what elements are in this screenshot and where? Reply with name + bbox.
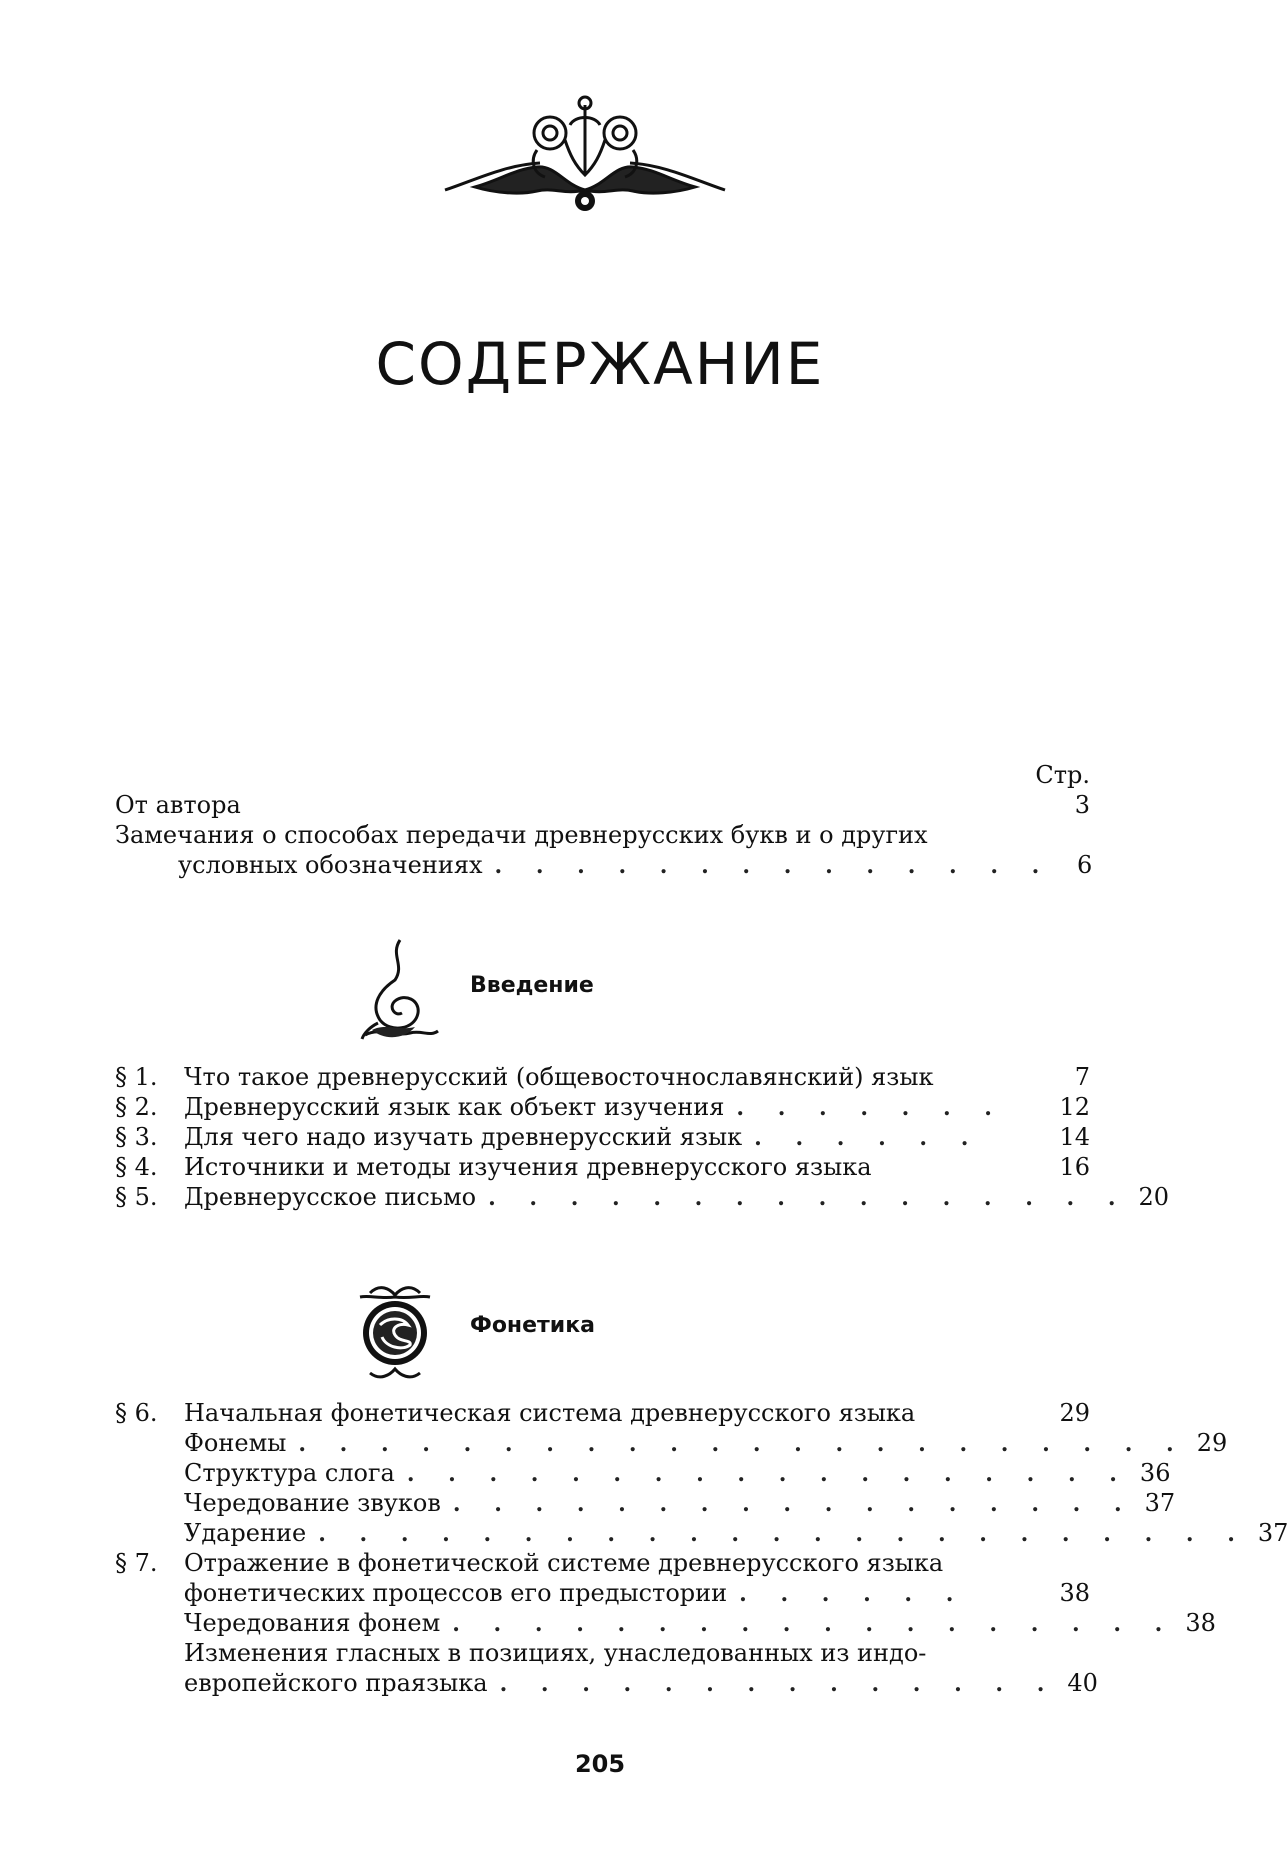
dot-leader: . . . . . . . . . . . . . . . . .: [452, 1491, 1135, 1517]
toc-entry-number: § 6.: [115, 1399, 158, 1427]
dot-leader: . . . . . .: [739, 1581, 967, 1607]
dot-leader: . . . . . . . . . . . . . . . . . .: [406, 1461, 1130, 1487]
toc-entry-title: Чередования фонем: [184, 1609, 441, 1637]
page-title: СОДЕРЖАНИЕ: [375, 330, 825, 398]
toc-entry-page: 37: [1144, 1489, 1176, 1517]
toc-entry-page: 16: [1059, 1153, 1090, 1181]
section-heading-introduction: [350, 935, 750, 1045]
toc-subentry[interactable]: [115, 1608, 1216, 1638]
toc-entry-title: Структура слога: [184, 1459, 395, 1487]
toc-front-matter: [115, 760, 1093, 880]
toc-subentry[interactable]: [115, 1488, 1176, 1518]
round-medallion-ornament-icon: [350, 1275, 440, 1385]
section-heading-phonetics: [350, 1275, 750, 1385]
toc-entry-page: 29: [1196, 1429, 1228, 1457]
floral-scroll-ornament-icon: [350, 935, 440, 1045]
toc-entry-title: От автора: [115, 791, 241, 819]
toc-entry-continuation[interactable]: [115, 1668, 1098, 1698]
dot-leader: . . . . . . . . . . . . . . . . . . . . . . .: [318, 1521, 1248, 1547]
toc-entry-title: Ударение: [184, 1519, 307, 1547]
dot-leader: . . . . . . . . . . . . . .: [494, 853, 1053, 879]
toc-entry-title: Чередование звуков: [184, 1489, 441, 1517]
toc-entry[interactable]: [115, 1548, 1090, 1578]
toc-entry-number: § 1.: [115, 1063, 158, 1091]
toc-entry-page: 14: [1059, 1123, 1090, 1151]
toc-header-row: [115, 760, 1090, 790]
toc-entry-title-continuation: условных обозначениях: [178, 851, 483, 879]
toc-entry-title: Древнерусский язык как объект изучения: [184, 1093, 725, 1121]
toc-entry-title: Отражение в фонетической системе древнерусского языка: [184, 1549, 944, 1577]
dot-leader: . . . . . . . . . . . . . .: [499, 1671, 1058, 1697]
dot-leader: . . . . . .: [754, 1125, 982, 1151]
toc-entry-page: 29: [1059, 1399, 1090, 1427]
toc-entry-title: Начальная фонетическая система древнерусского языка: [184, 1399, 916, 1427]
toc-entry-page: 7: [1074, 1063, 1090, 1091]
toc-entry-number: § 3.: [115, 1123, 158, 1151]
toc-entry-page: 40: [1067, 1669, 1098, 1697]
dot-leader: . . . . . . . . . . . . . . . . . .: [452, 1611, 1176, 1637]
toc-subentry[interactable]: [115, 1458, 1171, 1488]
toc-entry-page: 3: [1074, 791, 1090, 819]
toc-entry-title: Что такое древнерусский (общевосточнославянский) язык: [184, 1063, 934, 1091]
toc-entry-title-continuation: фонетических процессов его предыстории: [184, 1579, 728, 1607]
section-heading-label: Введение: [470, 973, 594, 998]
toc-entry[interactable]: [115, 820, 1090, 850]
toc-entry-number: § 2.: [115, 1093, 158, 1121]
toc-subentry[interactable]: [115, 1518, 1288, 1548]
toc-section-introduction: [115, 1062, 1170, 1212]
dot-leader: . . . . . . . . . . . . . . . . . . . . . .: [298, 1431, 1187, 1457]
toc-entry-number: § 7.: [115, 1549, 158, 1577]
toc-entry-title: Изменения гласных в позициях, унаследованных из индо-: [184, 1639, 927, 1667]
toc-entry-page: 6: [1077, 851, 1093, 879]
toc-subentry[interactable]: [115, 1638, 1090, 1668]
toc-entry-title-continuation: европейского праязыка: [184, 1669, 488, 1697]
page-number: 205: [574, 1750, 626, 1778]
toc-entry[interactable]: [115, 1062, 1090, 1092]
headpiece-ornament-icon: [445, 95, 725, 225]
toc-subentry[interactable]: [115, 1428, 1228, 1458]
toc-entry-continuation[interactable]: [115, 850, 1093, 880]
toc-entry-page: 20: [1138, 1183, 1170, 1211]
toc-entry[interactable]: [115, 1122, 1090, 1152]
dot-leader: . . . . . . . . . . . . . . . .: [488, 1185, 1129, 1211]
toc-entry-title: Древнерусское письмо: [184, 1183, 477, 1211]
toc-entry-continuation[interactable]: [115, 1578, 1090, 1608]
toc-entry-page: 38: [1059, 1579, 1090, 1607]
toc-entry-page: 36: [1139, 1459, 1171, 1487]
toc-entry-title: Источники и методы изучения древнерусского языка: [184, 1153, 872, 1181]
toc-entry-title: Для чего надо изучать древнерусский язык: [184, 1123, 743, 1151]
section-heading-label: Фонетика: [470, 1313, 595, 1338]
toc-entry-page: 37: [1257, 1519, 1288, 1547]
dot-leader: . . . . . . .: [736, 1095, 1005, 1121]
toc-section-phonetics: [115, 1398, 1288, 1698]
toc-entry-number: § 5.: [115, 1183, 158, 1211]
toc-entry-page: 12: [1059, 1093, 1090, 1121]
toc-entry-number: § 4.: [115, 1153, 158, 1181]
toc-entry-title: Фонемы: [184, 1429, 287, 1457]
toc-entry-page: 38: [1185, 1609, 1216, 1637]
toc-entry[interactable]: [115, 1092, 1090, 1122]
toc-entry[interactable]: [115, 1152, 1090, 1182]
toc-entry[interactable]: [115, 790, 1090, 820]
toc-entry-title: Замечания о способах передачи древнерусских букв и о других: [115, 821, 928, 849]
page-column-header: Стр.: [1035, 761, 1090, 789]
toc-entry[interactable]: [115, 1398, 1090, 1428]
toc-entry[interactable]: [115, 1182, 1170, 1212]
